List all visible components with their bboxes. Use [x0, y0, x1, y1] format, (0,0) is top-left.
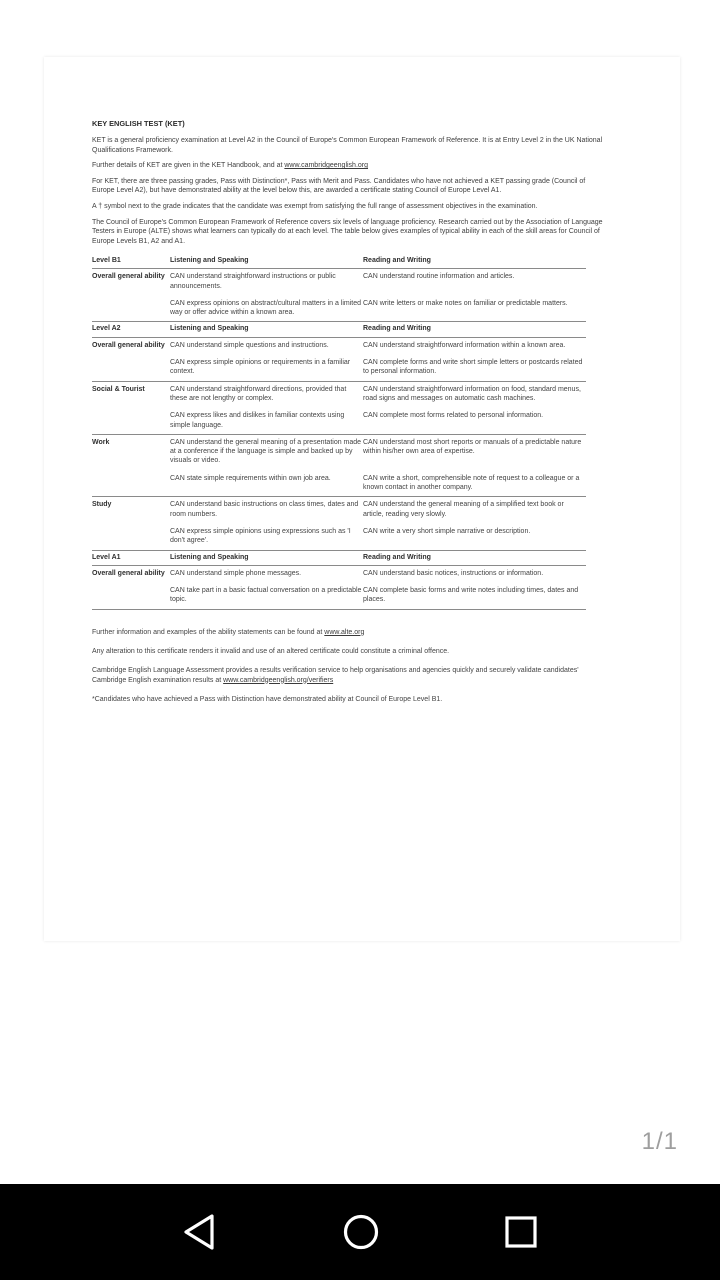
- reading-writing-header: Reading and Writing: [363, 553, 431, 561]
- row-label: Work: [92, 438, 110, 446]
- row-statements: [170, 341, 586, 377]
- level-label: Level A2: [92, 325, 121, 333]
- row-statements: [170, 385, 586, 430]
- reading-writing-statement: CAN complete basic forms and write notes including times, dates and places.: [363, 587, 579, 604]
- document-footer: [92, 628, 608, 704]
- handbook-paragraph: [92, 161, 608, 170]
- recent-apps-square-icon: [501, 1212, 541, 1252]
- row-label: Overall general ability: [92, 569, 165, 577]
- reading-writing-statement: CAN write letters or make notes on familiar or predictable matters.: [363, 299, 568, 307]
- listening-speaking-statement: CAN understand straightforward directions, provided that these are not lengthy or complex.: [170, 385, 347, 402]
- document-page[interactable]: [44, 57, 680, 941]
- listening-speaking-statement: CAN express opinions on abstract/cultural matters in a limited way or offer advice within a known area.: [170, 299, 362, 317]
- verification-text: Cambridge English Language Assessment provides a results verification service to help organisations and agencies quickly and securely validate candidates' Cambridge English examination results at: [92, 667, 579, 684]
- reading-writing-statement: CAN complete most forms related to personal information.: [363, 412, 544, 420]
- listening-speaking-statement: CAN understand straightforward instructions or public announcements.: [170, 273, 336, 290]
- listening-speaking-statement: CAN understand basic instructions on class times, dates and room numbers.: [170, 501, 359, 518]
- listening-speaking-header: Listening and Speaking: [170, 553, 249, 561]
- row-statements: [170, 272, 586, 317]
- reading-writing-statement: CAN understand straightforward information within a known area.: [363, 341, 566, 349]
- table-row: [92, 435, 586, 497]
- level-header: [92, 551, 586, 566]
- listening-speaking-statement: CAN take part in a basic factual conversation on a predictable topic.: [170, 587, 362, 604]
- statement-pair: [170, 299, 586, 318]
- statement-pair: [170, 474, 586, 493]
- reading-writing-statement: CAN write a very short simple narrative or description.: [363, 527, 531, 535]
- navigation-bar: [0, 1184, 720, 1280]
- listening-speaking-header: Listening and Speaking: [170, 325, 249, 333]
- statement-pair: [170, 500, 586, 519]
- listening-speaking-statement: CAN understand simple phone messages.: [170, 569, 302, 577]
- row-label: Social & Tourist: [92, 385, 145, 393]
- reading-writing-statement: CAN write a short, comprehensible note of request to a colleague or a known contact in another company.: [363, 474, 580, 492]
- statement-pair: [170, 586, 586, 605]
- verification-link[interactable]: www.cambridgeenglish.org/verifiers: [223, 676, 334, 684]
- alte-note: [92, 628, 608, 637]
- row-label: Overall general ability: [92, 341, 165, 349]
- statement-pair: [170, 272, 586, 291]
- statement-pair: [170, 438, 586, 466]
- grades-paragraph: For KET, there are three passing grades, Pass with Distinction*, Pass with Merit and Pass. Candidates who have not achieved a KET passing grade (Council of Europe Level A2), but have demonstrated ability at the level below this, are awarded a certificate stating Council of Europe Level A1.: [92, 178, 586, 195]
- reading-writing-statement: CAN understand basic notices, instructions or information.: [363, 569, 544, 577]
- handbook-link[interactable]: www.cambridgeenglish.org: [284, 162, 369, 170]
- reading-writing-header: Reading and Writing: [363, 325, 431, 333]
- level-header: [92, 254, 586, 269]
- page-indicator: 1/1: [641, 1128, 678, 1155]
- table-row: [92, 566, 586, 610]
- alte-link[interactable]: www.alte.org: [324, 628, 365, 636]
- recent-apps-button[interactable]: [491, 1202, 551, 1262]
- table-row: [92, 382, 586, 435]
- alte-text: Further information and examples of the ability statements can be found at: [92, 628, 325, 636]
- row-label: Study: [92, 501, 112, 509]
- row-statements: [170, 438, 586, 492]
- reading-writing-statement: CAN complete forms and write short simple letters or postcards related to personal information.: [363, 359, 583, 376]
- statement-pair: [170, 341, 586, 350]
- reading-writing-statement: CAN understand straightforward information on food, standard menus, road signs and messages on automatic cash machines.: [363, 385, 581, 402]
- handbook-text: Further details of KET are given in the KET Handbook, and at: [92, 162, 285, 170]
- listening-speaking-statement: CAN express likes and dislikes in familiar contexts using simple language.: [170, 412, 345, 429]
- statement-pair: [170, 569, 586, 578]
- back-button[interactable]: [170, 1202, 230, 1262]
- statement-pair: [170, 411, 586, 430]
- framework-paragraph: The Council of Europe's Common European Framework of Reference covers six levels of language proficiency. Research carried out by the Association of Language Testers in Europe (ALTE) shows what learners can typically do at each level. The table below gives examples of typical ability in each of the skill areas for Council of Europe Levels B1, A2 and A1.: [92, 219, 603, 245]
- document-title: KEY ENGLISH TEST (KET): [92, 119, 185, 128]
- reading-writing-header: Reading and Writing: [363, 256, 431, 264]
- row-label: Overall general ability: [92, 273, 165, 281]
- reading-writing-statement: CAN understand routine information and articles.: [363, 273, 515, 281]
- listening-speaking-statement: CAN understand the general meaning of a presentation made at a conference if the language is simple and backed up by visuals or video.: [170, 438, 362, 465]
- verification-note: [92, 666, 608, 685]
- row-statements: [170, 500, 586, 545]
- statement-pair: [170, 527, 586, 546]
- level-label: Level B1: [92, 256, 121, 264]
- alteration-note: Any alteration to this certificate renders it invalid and use of an altered certificate could constitute a criminal offence.: [92, 647, 450, 655]
- reading-writing-statement: CAN understand the general meaning of a simplified text book or article, reading very slowly.: [363, 501, 564, 518]
- intro-paragraph: KET is a general proficiency examination at Level A2 in the Council of Europe's Common European Framework of Reference. It is at Entry Level 2 in the UK National Qualifications Framework.: [92, 137, 603, 154]
- table-row: [92, 269, 586, 322]
- back-triangle-icon: [180, 1212, 220, 1252]
- listening-speaking-header: Listening and Speaking: [170, 256, 249, 264]
- level-header: [92, 322, 586, 337]
- reading-writing-statement: CAN understand most short reports or manuals of a predictable nature within his/her own area of expertise.: [363, 438, 582, 456]
- table-row: [92, 338, 586, 382]
- table-row: [92, 497, 586, 550]
- home-circle-icon: [341, 1212, 381, 1252]
- home-button[interactable]: [331, 1202, 391, 1262]
- distinction-note: *Candidates who have achieved a Pass with Distinction have demonstrated ability at Council of Europe Level B1.: [92, 695, 443, 703]
- level-label: Level A1: [92, 553, 121, 561]
- statement-pair: [170, 358, 586, 377]
- listening-speaking-statement: CAN express simple opinions using expressions such as 'I don't agree'.: [170, 527, 351, 545]
- listening-speaking-statement: CAN express simple opinions or requirements in a familiar context.: [170, 359, 351, 376]
- skills-table: [92, 254, 586, 610]
- listening-speaking-statement: CAN state simple requirements within own job area.: [170, 474, 331, 482]
- statement-pair: [170, 385, 586, 404]
- document-content: [92, 119, 608, 714]
- exempt-paragraph: A † symbol next to the grade indicates that the candidate was exempt from satisfying the full range of assessment objectives in the examination.: [92, 203, 538, 211]
- row-statements: [170, 569, 586, 605]
- listening-speaking-statement: CAN understand simple questions and instructions.: [170, 341, 329, 349]
